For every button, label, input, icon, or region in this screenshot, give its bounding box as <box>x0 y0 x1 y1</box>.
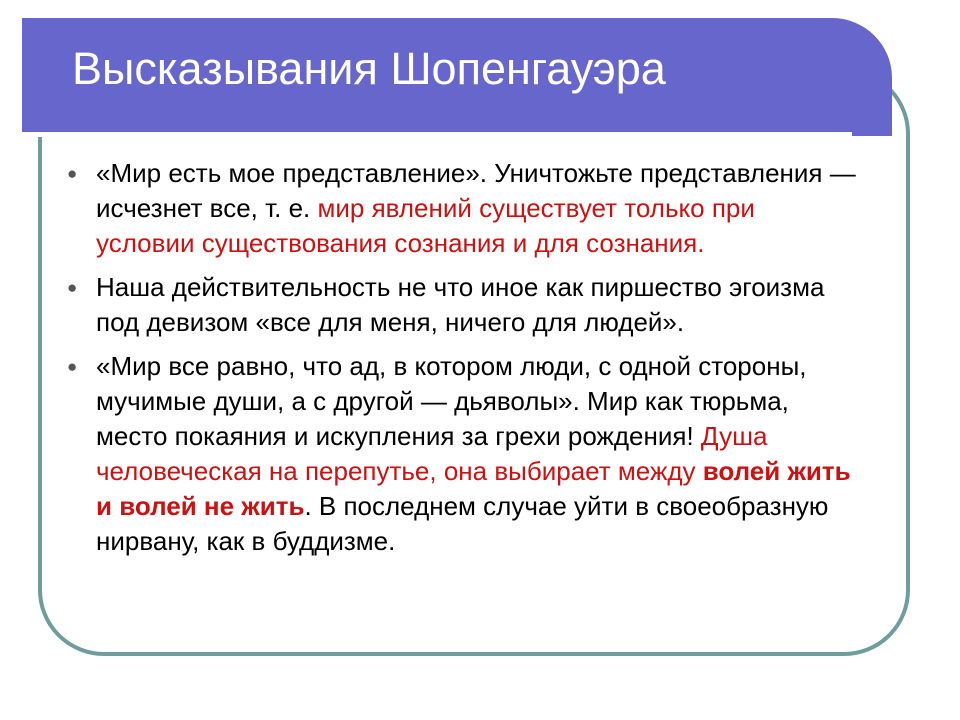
bullet-text-emphasis: Душа человеческая на перепутье, она выбирает между <box>96 421 768 486</box>
bullet-dot-icon: ● <box>67 164 78 183</box>
bullet-item-3 <box>60 349 860 559</box>
bullet-list <box>60 156 860 568</box>
bullet-text-emphasis: мир явлений существует только при условии существования сознания и для сознания. <box>96 193 755 258</box>
bullet-text: «Мир есть мое представление». Уничтожьте представления — исчезнет все, т. е. <box>96 158 856 223</box>
bullet-text: Наша действительность не что иное как пиршество эгоизма под девизом «все для меня, ничего для людей». <box>96 272 825 337</box>
bullet-text: . В последнем случае уйти в своеобразную нирвану, как в буддизме. <box>96 491 829 556</box>
bullet-item-1 <box>60 156 860 261</box>
bullet-dot-icon: ● <box>67 357 78 376</box>
slide-title: Высказывания Шопенгауэра <box>72 43 666 94</box>
title-bar-underline <box>22 132 852 137</box>
bullet-text: «Мир все равно, что ад, в котором люди, с одной стороны, мучимые души, а с другой — дьяволы». Мир как тюрьма, место покаяния и искупления за грехи рождения! <box>96 351 807 451</box>
bullet-text-strong-emphasis: волей жить и волей не жить <box>96 456 851 521</box>
bullet-item-2 <box>60 270 860 340</box>
bullet-dot-icon: ● <box>67 278 78 297</box>
